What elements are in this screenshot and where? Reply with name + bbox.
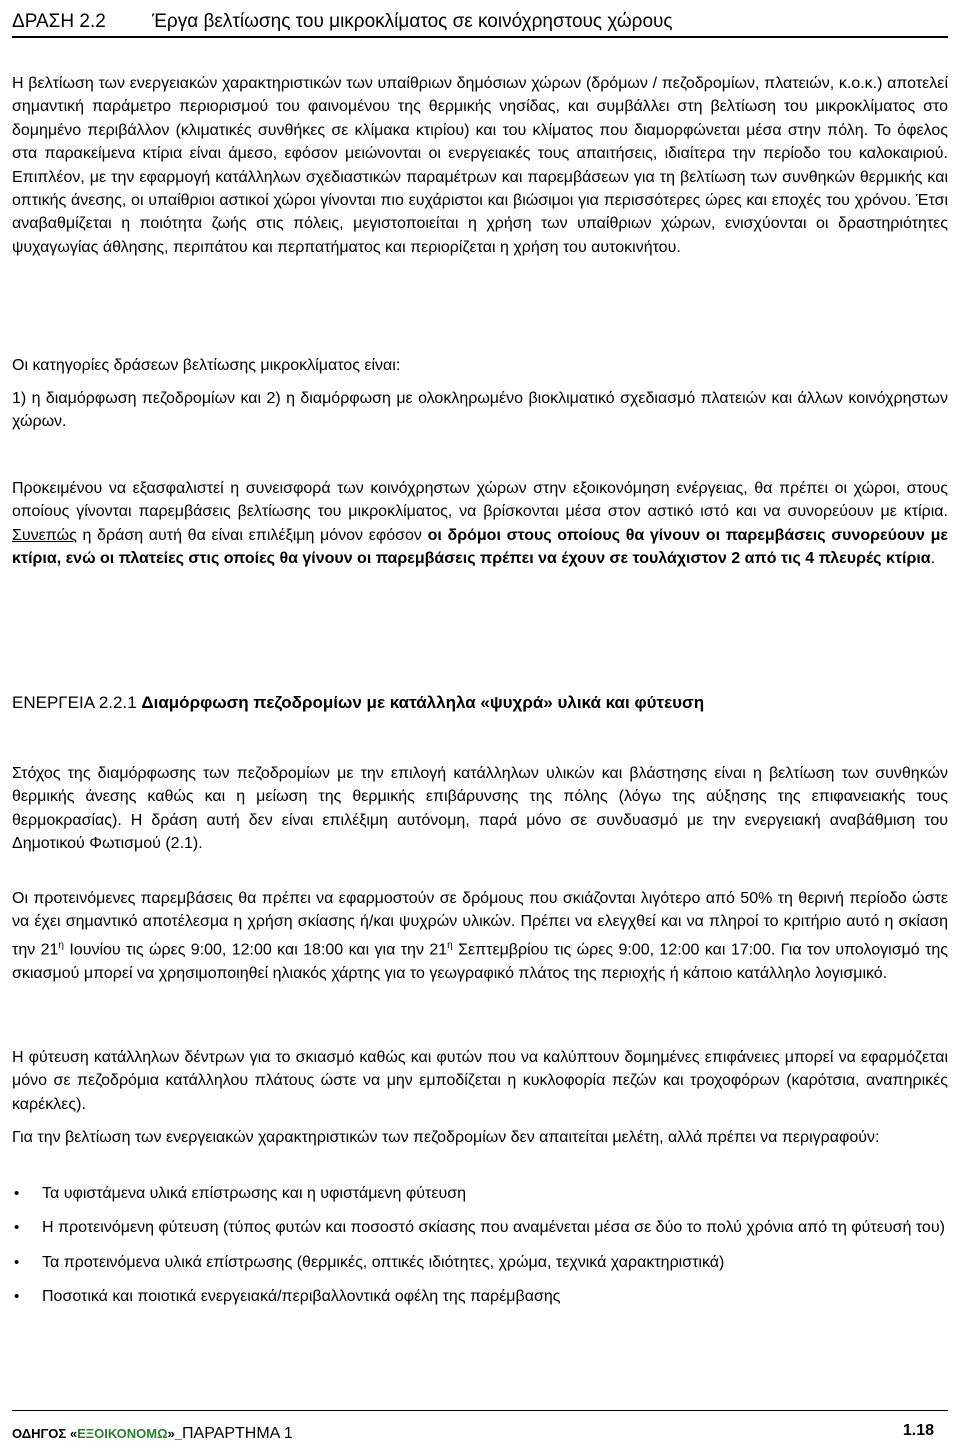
list-item: • Η προτεινόμενη φύτευση (τύπος φυτών και ποσοστό σκίασης που αναμένεται μέσα σε δύο το πολύ χρόνια από τη φύτευσή του): [12, 1216, 948, 1239]
eligibility-text-start: Προκειμένου να εξασφαλιστεί η συνεισφορά των κοινόχρηστων χώρων στην εξοικονόμηση ενέργειας, θα πρέπει οι χώροι, στους οποίους γίνονται παρεμβάσεις βελτίωσης του μικροκλίματος, να βρίσκονται μέσα στον αστικό ιστό και να συνορεύουν με κτίρια.: [12, 480, 948, 521]
section-number: ΔΡΑΣΗ 2.2: [12, 11, 106, 32]
footer-prefix: ΟΔΗΓΟΣ «: [12, 1426, 78, 1441]
activity-number: ΕΝΕΡΓΕΙΑ 2.2.1: [12, 693, 137, 712]
eligibility-text-bold: οι δρόμοι στους οποίους θα γίνουν οι παρεμβάσεις συνορεύουν με κτίρια, ενώ οι πλατείες στις οποίες θα γίνουν οι παρεμβάσεις πρέπει να έχουν σε τουλάχιστον 2 από τις 4 πλευρές κτίρια: [12, 526, 949, 568]
page-number: 1.18: [902, 1422, 934, 1439]
shading-text-3: Σεπτεμβρίου τις ώρες 9:00, 12:00 και 17:00. Για τον υπολογισμό της σκιασμού μπορεί να χρησιμοποιηθεί ηλιακός χάρτης για το γεωγραφικό πλάτος της περιοχής ή κάποιο κατάλληλο λογισμικό.: [12, 941, 949, 982]
eligibility-text-underlined: Συνεπώς: [12, 526, 77, 544]
footer-suffix: »_: [167, 1426, 182, 1441]
shading-text-2: Ιουνίου τις ώρες 9:00, 12:00 και 18:00 και για την 21: [63, 941, 448, 959]
shading-text-1: Οι προτεινόμενες παρεμβάσεις θα πρέπει να εφαρμοστούν σε δρόμους που σκιάζονται λιγότερο από 50% τη θερινή περίοδο ώστε να έχει σημαντικό αποτέλεσμα η χρήση σκίασης ή/και ψυχρών υλικών. Πρέπει να ελεγχθεί και να πληροί το κριτήριο αυτό η σκίαση την 21: [12, 890, 948, 959]
eligibility-text-mid: η δράση αυτή θα είναι επιλέξιμη μόνον εφόσον: [76, 526, 428, 544]
footer-title: [12, 1425, 293, 1443]
section-header: [12, 6, 948, 38]
categories-intro: Οι κατηγορίες δράσεων βελτίωσης μικροκλίματος είναι:: [12, 357, 401, 374]
eligibility-paragraph: [12, 477, 948, 571]
intro-paragraph: Η βελτίωση των ενεργειακών χαρακτηριστικών των υπαίθριων δημόσιων χώρων (δρόμων / πεζοδρομίων, πλατειών, κ.ο.κ.) αποτελεί σημαντική παράμετρο περιορισμού του φαινομένου της θερμικής νησίδας, και συμβάλλει στη βελτίωση του μικροκλίματος στο δομημένο περιβάλλον (κλιματικές συνθήκες σε κλίμακα κτιρίου) και του κλίματος που διαμορφώνεται μέσα στην πόλη. Το όφελος στα παρακείμενα κτίρια είναι άμεσο, εφόσον μειώνονται οι ενεργειακές τους απαιτήσεις, ιδιαίτερα την περίοδο του καλοκαιριού. Επιπλέον, με την εφαρμογή κατάλληλων σχεδιαστικών παραμέτρων και παρεμβάσεων για τη βελτίωση των συνθηκών θερμικής και οπτικής άνεσης, οι υπαίθριοι αστικοί χώροι γίνονται πιο ευχάριστοι και βιώσιμοι για περισσότερες ώρες και εποχές του χρόνου. Έτσι αναβαθμίζεται η ποιότητα ζωής στις πόλεις, μεγιστοποιείται η χρήση των υπαίθριων χώρων, ενισχύονται οι δραστηριότητες ψυχαγωγίας άθλησης, περιπάτου και περπατήματος και περιορίζεται η χρήση του αυτοκινήτου.: [12, 75, 948, 256]
shading-criteria-paragraph: [12, 887, 948, 985]
eligibility-text-end: .: [930, 550, 936, 568]
footer-brand: ΕΞΟΙΚΟΝΟΜΩ: [77, 1426, 168, 1441]
list-item: • Τα υφιστάμενα υλικά επίστρωσης και η υφιστάμενη φύτευση: [12, 1182, 948, 1205]
superscript-2: η: [447, 939, 453, 951]
description-requirement-paragraph: Για την βελτίωση των ενεργειακών χαρακτηριστικών των πεζοδρομίων δεν απαιτείται μελέτη, αλλά πρέπει να περιγραφούν:: [12, 1129, 880, 1146]
list-item: • Ποσοτικά και ποιοτικά ενεργειακά/περιβαλλοντικά οφέλη της παρέμβασης: [12, 1285, 948, 1308]
page-footer: [12, 1410, 948, 1441]
planting-paragraph: Η φύτευση κατάλληλων δέντρων για το σκιασμό καθώς και φυτών που να καλύπτουν δομημένες επιφάνειες μπορεί να εφαρμόζεται μόνο σε πεζοδρόμια κατάλληλου πλάτους ώστε να μην εμποδίζεται η κυκλοφορία πεζών και τροχοφόρων (καρότσια, αναπηρικές καρέκλες).: [12, 1049, 948, 1113]
section-title: Έργα βελτίωσης του μικροκλίματος σε κοινόχρηστους χώρους: [152, 11, 673, 32]
activity-goal-paragraph: Στόχος της διαμόρφωσης των πεζοδρομίων με την επιλογή κατάλληλων υλικών και βλάστησης είναι η βελτίωση των συνθηκών θερμικής άνεσης καθώς και η μείωση της θερμικής επιβάρυνσης της πόλης (λόγω της αύξησης της επιφανειακής τους θερμοκρασίας). Η δράση αυτή δεν είναι επιλέξιμη αυτόνομη, παρά μόνο σε συνδυασμό με την ενεργειακή αναβάθμιση του Δημοτικού Φωτισμού (2.1).: [12, 765, 948, 853]
categories-list-paragraph: 1) η διαμόρφωση πεζοδρομίων και 2) η διαμόρφωση με ολοκληρωμένο βιοκλιματικό σχεδιασμό πλατειών και άλλων κοινόχρηστων χώρων.: [12, 390, 948, 431]
list-item: • Τα προτεινόμενα υλικά επίστρωσης (θερμικές, οπτικές ιδιότητες, χρώμα, τεχνικά χαρακτηριστικά): [12, 1251, 948, 1274]
activity-title: Διαμόρφωση πεζοδρομίων με κατάλληλα «ψυχρά» υλικά και φύτευση: [141, 693, 705, 712]
activity-heading: [12, 693, 704, 713]
superscript-1: η: [58, 939, 64, 951]
requirements-list: [12, 1182, 948, 1320]
footer-annex: ΠΑΡΑΡΤΗΜΑ 1: [181, 1425, 293, 1442]
